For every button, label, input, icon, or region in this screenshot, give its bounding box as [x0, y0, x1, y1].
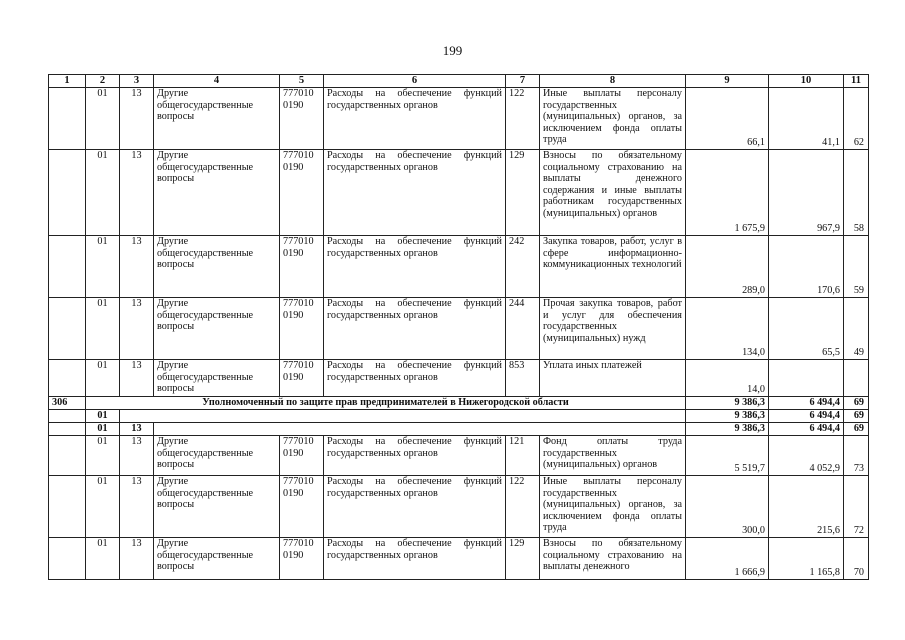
cell-target-name: Расходы на обеспечение функций государственных органов	[324, 436, 506, 476]
cell-section-name: Другие общегосударственные вопросы	[154, 88, 280, 150]
cell-percent	[844, 360, 869, 397]
cell-empty	[154, 423, 686, 436]
cell-actual: 1 165,8	[769, 538, 844, 580]
cell-target-code: 777010 0190	[280, 538, 324, 580]
budget-table	[48, 74, 869, 580]
table-row	[49, 538, 869, 580]
cell-target-code: 777010 0190	[280, 88, 324, 150]
table-row	[49, 476, 869, 538]
cell-actual: 6 494,4	[769, 397, 844, 410]
table-row	[49, 236, 869, 298]
cell-empty	[120, 410, 686, 423]
cell-target-name: Расходы на обеспечение функций государственных органов	[324, 88, 506, 150]
cell-plan: 1 666,9	[686, 538, 769, 580]
cell-plan: 9 386,3	[686, 423, 769, 436]
agency-code: 306	[49, 397, 86, 410]
cell-expense-name: Закупка товаров, работ, услуг в сфере информационно-коммуникационных технологий	[540, 236, 686, 298]
cell-target-name: Расходы на обеспечение функций государственных органов	[324, 360, 506, 397]
cell-actual: 967,9	[769, 150, 844, 236]
cell-subsection: 13	[120, 88, 154, 150]
cell-subsection: 13	[120, 423, 154, 436]
cell-target-name: Расходы на обеспечение функций государственных органов	[324, 298, 506, 360]
cell-plan: 134,0	[686, 298, 769, 360]
cell-expense-name: Фонд оплаты труда государственных (муниципальных) органов	[540, 436, 686, 476]
cell-section-name: Другие общегосударственные вопросы	[154, 436, 280, 476]
cell-section: 01	[86, 150, 120, 236]
cell-expense-code: 853	[506, 360, 540, 397]
col-header: 8	[540, 75, 686, 88]
col-header: 1	[49, 75, 86, 88]
cell-subsection: 13	[120, 360, 154, 397]
cell-actual: 170,6	[769, 236, 844, 298]
header-row	[49, 75, 869, 88]
cell-section-name: Другие общегосударственные вопросы	[154, 476, 280, 538]
cell-target-code: 777010 0190	[280, 436, 324, 476]
cell-target-code: 777010 0190	[280, 476, 324, 538]
cell-actual	[769, 360, 844, 397]
col-header: 7	[506, 75, 540, 88]
cell-empty	[49, 298, 86, 360]
cell-plan: 1 675,9	[686, 150, 769, 236]
cell-empty	[49, 538, 86, 580]
cell-plan: 9 386,3	[686, 410, 769, 423]
cell-actual: 215,6	[769, 476, 844, 538]
cell-target-code: 777010 0190	[280, 298, 324, 360]
cell-expense-name: Уплата иных платежей	[540, 360, 686, 397]
cell-empty	[49, 360, 86, 397]
col-header: 5	[280, 75, 324, 88]
cell-subsection: 13	[120, 538, 154, 580]
cell-empty	[49, 423, 86, 436]
cell-percent: 49	[844, 298, 869, 360]
col-header: 10	[769, 75, 844, 88]
cell-actual: 6 494,4	[769, 410, 844, 423]
cell-expense-name: Прочая закупка товаров, работ и услуг для обеспечения государственных (муниципальных) нужд	[540, 298, 686, 360]
cell-subsection: 13	[120, 236, 154, 298]
table-row	[49, 436, 869, 476]
cell-target-name: Расходы на обеспечение функций государственных органов	[324, 236, 506, 298]
cell-percent: 62	[844, 88, 869, 150]
page-number: 199	[442, 43, 463, 58]
cell-actual: 41,1	[769, 88, 844, 150]
col-header: 4	[154, 75, 280, 88]
cell-percent: 59	[844, 236, 869, 298]
cell-actual: 65,5	[769, 298, 844, 360]
cell-section-name: Другие общегосударственные вопросы	[154, 298, 280, 360]
cell-expense-code: 122	[506, 88, 540, 150]
table-row	[49, 88, 869, 150]
cell-percent: 69	[844, 410, 869, 423]
cell-expense-name: Взносы по обязательному социальному страхованию на выплаты денежного содержания и иные выплаты работникам государственных (муниципальных) органов	[540, 150, 686, 236]
cell-plan: 5 519,7	[686, 436, 769, 476]
col-header: 2	[86, 75, 120, 88]
cell-empty	[49, 410, 86, 423]
cell-target-code: 777010 0190	[280, 150, 324, 236]
cell-empty	[49, 436, 86, 476]
cell-subsection: 13	[120, 298, 154, 360]
table-row	[49, 360, 869, 397]
table-row	[49, 298, 869, 360]
cell-target-name: Расходы на обеспечение функций государственных органов	[324, 476, 506, 538]
cell-percent: 69	[844, 423, 869, 436]
cell-section: 01	[86, 88, 120, 150]
cell-section-name: Другие общегосударственные вопросы	[154, 236, 280, 298]
col-header: 11	[844, 75, 869, 88]
cell-empty	[49, 476, 86, 538]
cell-plan: 14,0	[686, 360, 769, 397]
col-header: 9	[686, 75, 769, 88]
cell-plan: 289,0	[686, 236, 769, 298]
cell-percent: 69	[844, 397, 869, 410]
cell-expense-name: Иные выплаты персоналу государственных (муниципальных) органов, за исключением фонда оплаты труда	[540, 476, 686, 538]
cell-section-name: Другие общегосударственные вопросы	[154, 538, 280, 580]
section-row	[49, 410, 869, 423]
cell-plan: 300,0	[686, 476, 769, 538]
cell-subsection: 13	[120, 476, 154, 538]
cell-actual: 4 052,9	[769, 436, 844, 476]
cell-expense-code: 129	[506, 150, 540, 236]
cell-section: 01	[86, 360, 120, 397]
subsection-row	[49, 423, 869, 436]
cell-section-name: Другие общегосударственные вопросы	[154, 150, 280, 236]
cell-section: 01	[86, 236, 120, 298]
cell-percent: 72	[844, 476, 869, 538]
cell-subsection: 13	[120, 436, 154, 476]
cell-empty	[49, 88, 86, 150]
cell-percent: 73	[844, 436, 869, 476]
table-row	[49, 150, 869, 236]
cell-target-name: Расходы на обеспечение функций государственных органов	[324, 538, 506, 580]
cell-target-name: Расходы на обеспечение функций государственных органов	[324, 150, 506, 236]
cell-subsection: 13	[120, 150, 154, 236]
cell-target-code: 777010 0190	[280, 360, 324, 397]
cell-section: 01	[86, 410, 120, 423]
cell-expense-code: 244	[506, 298, 540, 360]
cell-section-name: Другие общегосударственные вопросы	[154, 360, 280, 397]
cell-expense-name: Иные выплаты персоналу государственных (муниципальных) органов, за исключением фонда оплаты труда	[540, 88, 686, 150]
cell-section: 01	[86, 476, 120, 538]
cell-expense-name: Взносы по обязательному социальному страхованию на выплаты денежного	[540, 538, 686, 580]
cell-section: 01	[86, 538, 120, 580]
cell-empty	[49, 150, 86, 236]
cell-expense-code: 122	[506, 476, 540, 538]
cell-percent: 58	[844, 150, 869, 236]
cell-plan: 66,1	[686, 88, 769, 150]
cell-actual: 6 494,4	[769, 423, 844, 436]
cell-plan: 9 386,3	[686, 397, 769, 410]
cell-target-code: 777010 0190	[280, 236, 324, 298]
cell-section: 01	[86, 436, 120, 476]
agency-title: Уполномоченный по защите прав предпринимателей в Нижегородской области	[86, 397, 686, 410]
cell-expense-code: 121	[506, 436, 540, 476]
cell-expense-code: 129	[506, 538, 540, 580]
cell-section: 01	[86, 423, 120, 436]
cell-section: 01	[86, 298, 120, 360]
cell-expense-code: 242	[506, 236, 540, 298]
cell-percent: 70	[844, 538, 869, 580]
col-header: 6	[324, 75, 506, 88]
cell-empty	[49, 236, 86, 298]
agency-row	[49, 397, 869, 410]
col-header: 3	[120, 75, 154, 88]
